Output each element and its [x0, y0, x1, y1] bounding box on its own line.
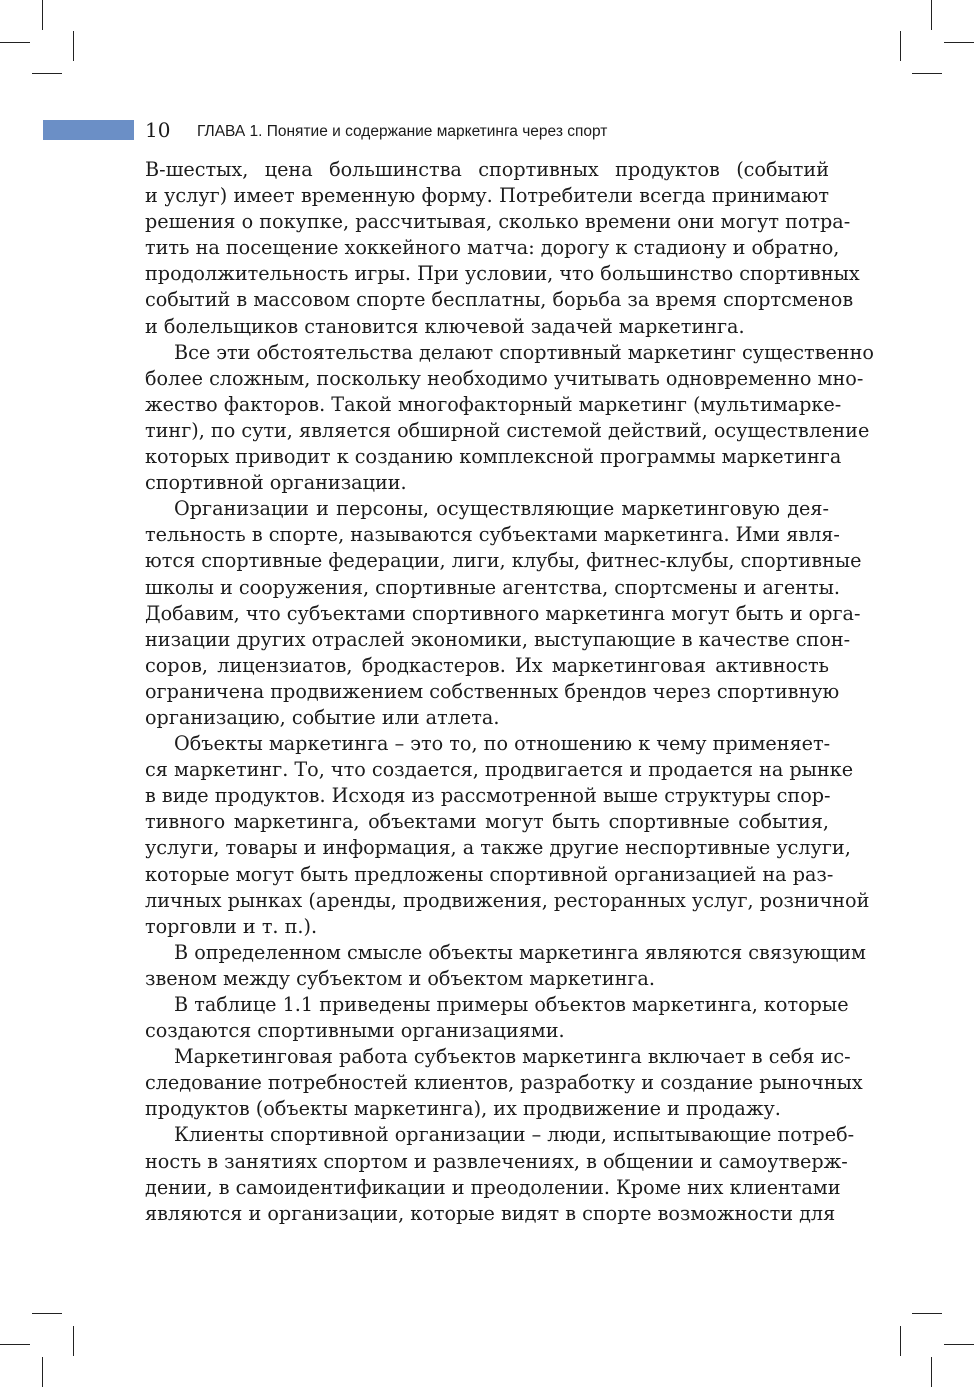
crop-mark-bottom-left-h	[32, 1313, 62, 1314]
crop-mark-top-right-h2	[912, 73, 942, 74]
crop-mark-bottom-right-h2	[944, 1344, 974, 1345]
text-line: Маркетинговая работа субъектов маркетинга включает в себя ис-	[174, 1045, 851, 1069]
page-number: 10	[145, 118, 171, 142]
crop-mark-bottom-right-h	[912, 1313, 942, 1314]
text-line: личных рынках (аренды, продвижения, ресторанных услуг, розничной	[145, 888, 870, 912]
text-line: ность в занятиях спортом и развлечениях, в общении и самоутверж-	[145, 1149, 848, 1173]
crop-mark-top-right-v2	[900, 31, 901, 61]
text-line: В-шестых, цена большинства спортивных продуктов (событий	[145, 158, 829, 181]
text-line: ются спортивные федерации, лиги, клубы, фитнес-клубы, спортивные	[145, 549, 862, 573]
crop-mark-top-right-h	[944, 42, 974, 43]
text-line: В определенном смысле объекты маркетинга являются связующим	[174, 940, 866, 964]
crop-mark-bottom-left-v	[73, 1326, 74, 1356]
text-line: низации других отраслей экономики, выступающие в качестве спон-	[145, 627, 851, 651]
text-line: следование потребностей клиентов, разработку и создание рыночных	[145, 1071, 863, 1095]
text-line: школы и сооружения, спортивные агентства, спортсмены и агенты.	[145, 575, 840, 599]
chapter-color-bar	[43, 120, 134, 140]
text-line: тивного маркетинга, объектами могут быть спортивные события,	[145, 810, 829, 834]
crop-mark-bottom-left-h2	[0, 1344, 30, 1345]
text-line: в виде продуктов. Исходя из рассмотренной выше структуры спор-	[145, 784, 831, 808]
text-line: услуги, товары и информация, а также другие неспортивные услуги,	[145, 836, 851, 860]
text-line: более сложным, поскольку необходимо учитывать одновременно мно-	[145, 366, 864, 390]
text-line: спортивной организации.	[145, 471, 407, 495]
crop-mark-top-left-v	[42, 0, 43, 30]
text-line: ся маркетинг. То, что создается, продвигается и продается на рынке	[145, 758, 854, 782]
text-line: которых приводит к созданию комплексной программы маркетинга	[145, 445, 842, 469]
text-line: Объекты маркетинга – это то, по отношению к чему применяет-	[174, 732, 831, 756]
text-line: которые могут быть предложены спортивной организацией на раз-	[145, 862, 834, 886]
text-line: Организации и персоны, осуществляющие маркетинговую дея-	[174, 497, 829, 521]
text-line: Добавим, что субъектами спортивного маркетинга могут быть и орга-	[145, 601, 861, 625]
text-line: продуктов (объекты маркетинга), их продвижение и продажу.	[145, 1097, 781, 1121]
running-head: ГЛАВА 1. Понятие и содержание маркетинга через спорт	[197, 123, 608, 140]
text-line: событий в массовом спорте бесплатны, борьба за время спортсменов	[145, 288, 854, 312]
text-line: Все эти обстоятельства делают спортивный маркетинг существенно	[174, 340, 874, 364]
text-line: Клиенты спортивной организации – люди, испытывающие потреб-	[174, 1123, 855, 1147]
text-line: продолжительность игры. При условии, что большинство спортивных	[145, 262, 860, 286]
crop-mark-top-right-v	[931, 0, 932, 30]
text-line: торговли и т. п.).	[145, 914, 318, 938]
crop-mark-top-left-v2	[73, 31, 74, 61]
text-line: организацию, событие или атлета.	[145, 705, 500, 729]
crop-mark-top-left-h	[0, 42, 30, 43]
text-line: являются и организации, которые видят в спорте возможности для	[145, 1201, 836, 1225]
text-line: жество факторов. Такой многофакторный маркетинг (мультимарке-	[145, 392, 842, 416]
body-text	[145, 157, 874, 1227]
text-line: звеном между субъектом и объектом маркетинга.	[145, 966, 655, 990]
crop-mark-bottom-right-v	[900, 1326, 901, 1356]
text-line: и болельщиков становится ключевой задачей маркетинга.	[145, 314, 745, 338]
text-line: дении, в самоидентификации и преодолении. Кроме них клиентами	[145, 1175, 841, 1199]
text-line: решения о покупке, рассчитывая, сколько времени они могут потра-	[145, 210, 851, 234]
text-line: В таблице 1.1 приведены примеры объектов маркетинга, которые	[174, 993, 849, 1016]
text-line: тельность в спорте, называются субъектами маркетинга. Ими явля-	[145, 523, 840, 547]
crop-mark-top-left-h2	[32, 73, 62, 74]
text-line: тить на посещение хоккейного матча: дорогу к стадиону и обратно,	[145, 236, 840, 260]
crop-mark-bottom-left-v2	[42, 1357, 43, 1387]
text-line: создаются спортивными организациями.	[145, 1019, 565, 1043]
text-line: тинг), по сути, является обширной системой действий, осуществление	[145, 418, 870, 442]
text-line: ограничена продвижением собственных брендов через спортивную	[145, 679, 840, 703]
crop-mark-bottom-right-v2	[931, 1357, 932, 1387]
text-line: и услуг) имеет временную форму. Потребители всегда принимают	[145, 184, 829, 208]
text-line: соров, лицензиатов, бродкастеров. Их маркетинговая активность	[145, 653, 829, 677]
